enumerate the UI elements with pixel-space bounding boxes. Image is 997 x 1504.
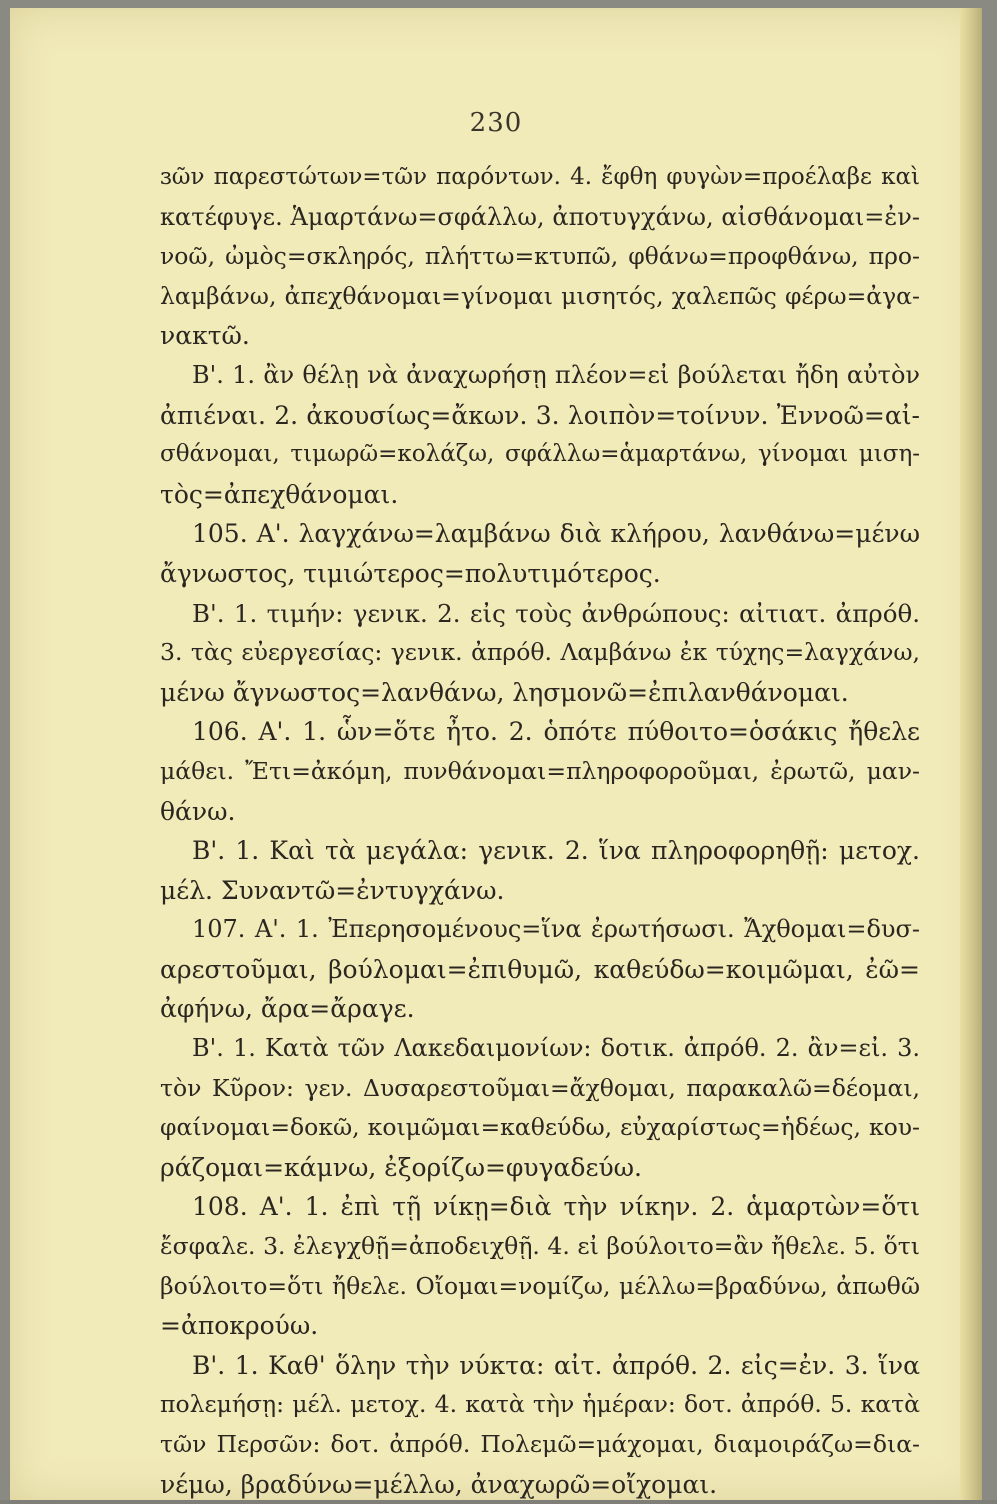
- text-line: Β'. 1. Καὶ τὰ μεγάλα: γενικ. 2. ἵνα πληροφορηθῇ: μετοχ.: [192, 836, 920, 866]
- text-line: νέμω, βραδύνω=μέλλω, ἀναχωρῶ=οἴχομαι.: [160, 1469, 718, 1499]
- text-line: 108. Α'. 1. ἐπὶ τῇ νίκῃ=διὰ τὴν νίκην. 2. ἁμαρτὼν=ὅτι: [192, 1192, 920, 1222]
- text-line: νακτῶ.: [160, 321, 250, 351]
- text-line: 105. Α'. λαγχάνω=λαμβάνω διὰ κλήρου, λανθάνω=μένω: [192, 519, 920, 549]
- text-line: ἀπιέναι. 2. ἀκουσίως=ἄκων. 3. λοιπὸν=τοίνυν. Ἐννοῶ=αἰ-: [160, 400, 920, 430]
- text-line: ἀφήνω, ἄρα=ἄραγε.: [160, 994, 415, 1024]
- text-line: ράζομαι=κάμνω, ἐξορίζω=φυγαδεύω.: [160, 1152, 642, 1182]
- text-line: τῶν Περσῶν: δοτ. ἀπρόθ. Πολεμῶ=μάχομαι, διαμοιράζω=δια-: [160, 1430, 920, 1458]
- text-line: Β'. 1. Κατὰ τῶν Λακεδαιμονίων: δοτικ. ἀπρόθ. 2. ἂν=εἰ. 3.: [192, 1034, 920, 1063]
- page-text: [160, 158, 920, 1504]
- text-line: αρεστοῦμαι, βούλομαι=ἐπιθυμῶ, καθεύδω=κοιμῶμαι, ἐῶ=: [160, 954, 920, 984]
- text-line: ἄγνωστος, τιμιώτερος=πολυτιμότερος.: [160, 558, 661, 588]
- text-line: μέλ. Συναντῶ=ἐντυγχάνω.: [160, 875, 505, 905]
- text-line: ἔσφαλε. 3. ἐλεγχθῇ=ἀποδειχθῇ. 4. εἰ βούλοιτο=ἂν ἤθελε. 5. ὅτι: [160, 1232, 920, 1261]
- text-line: τὸν Κῦρον: γεν. Δυσαρεστοῦμαι=ἄχθομαι, παρακαλῶ=δέομαι,: [160, 1073, 920, 1102]
- text-line: 106. Α'. 1. ὧν=ὅτε ἦτο. 2. ὁπότε πύθοιτο=ὁσάκις ἤθελε: [192, 717, 920, 747]
- page-number: 230: [469, 108, 523, 138]
- page-spine-shadow: [960, 8, 982, 1500]
- text-line: βούλοιτο=ὅτι ἤθελε. Οἴομαι=νομίζω, μέλλω=βραδύνω, ἀπωθῶ: [160, 1271, 920, 1300]
- text-line: νοῶ, ὠμὸς=σκληρός, πλήττω=κτυπῶ, φθάνω=προφθάνω, προ-: [160, 242, 920, 271]
- text-line: Β'. 1. τιμήν: γενικ. 2. εἰς τοὺς ἀνθρώπους: αἰτιατ. ἀπρόθ.: [192, 598, 920, 628]
- text-line: =ἀποκρούω.: [160, 1311, 319, 1341]
- text-line: Β'. 1. ἂν θέλῃ νὰ ἀναχωρήσῃ πλέον=εἰ βούλεται ἤδη αὐτὸν: [192, 360, 920, 389]
- text-line: φαίνομαι=δοκῶ, κοιμῶμαι=καθεύδω, εὐχαρίστως=ἡδέως, κου-: [160, 1113, 920, 1142]
- text-line: λαμβάνω, ἀπεχθάνομαι=γίνομαι μισητός, χαλεπῶς φέρω=ἀγα-: [160, 281, 920, 310]
- text-line: μένω ἄγνωστος=λανθάνω, λησμονῶ=ἐπιλανθάνομαι.: [160, 677, 849, 707]
- text-line: πολεμήσῃ: μέλ. μετοχ. 4. κατὰ τὴν ἡμέραν: δοτ. ἀπρόθ. 5. κατὰ: [160, 1390, 920, 1419]
- text-line: κατέφυγε. Ἁμαρτάνω=σφάλλω, ἀποτυγχάνω, αἰσθάνομαι=ἐν-: [160, 202, 920, 231]
- text-line: τὸς=ἀπεχθάνομαι.: [160, 479, 399, 509]
- text-line: θάνω.: [160, 796, 236, 826]
- text-line: σθάνομαι, τιμωρῶ=κολάζω, σφάλλω=ἁμαρτάνω, γίνομαι μιση-: [160, 441, 920, 468]
- text-line: Β'. 1. Καθ' ὅλην τὴν νύκτα: αἰτ. ἀπρόθ. 2. εἰς=ἐν. 3. ἵνα: [192, 1350, 920, 1380]
- text-line: ɜῶν παρεστώτων=τῶν παρόντων. 4. ἔφθη φυγὼν=προέλαβε καὶ: [160, 164, 920, 190]
- text-line: 3. τὰς εὐεργεσίας: γενικ. ἀπρόθ. Λαμβάνω ἐκ τύχης=λαγχάνω,: [160, 638, 920, 667]
- book-page: [10, 8, 982, 1500]
- text-line: 107. Α'. 1. Ἐπερησομένους=ἵνα ἐρωτήσωσι. Ἄχθομαι=δυσ-: [192, 915, 920, 944]
- text-line: μάθει. Ἔτι=ἀκόμη, πυνθάνομαι=πληροφοροῦμαι, ἐρωτῶ, μαν-: [160, 756, 920, 785]
